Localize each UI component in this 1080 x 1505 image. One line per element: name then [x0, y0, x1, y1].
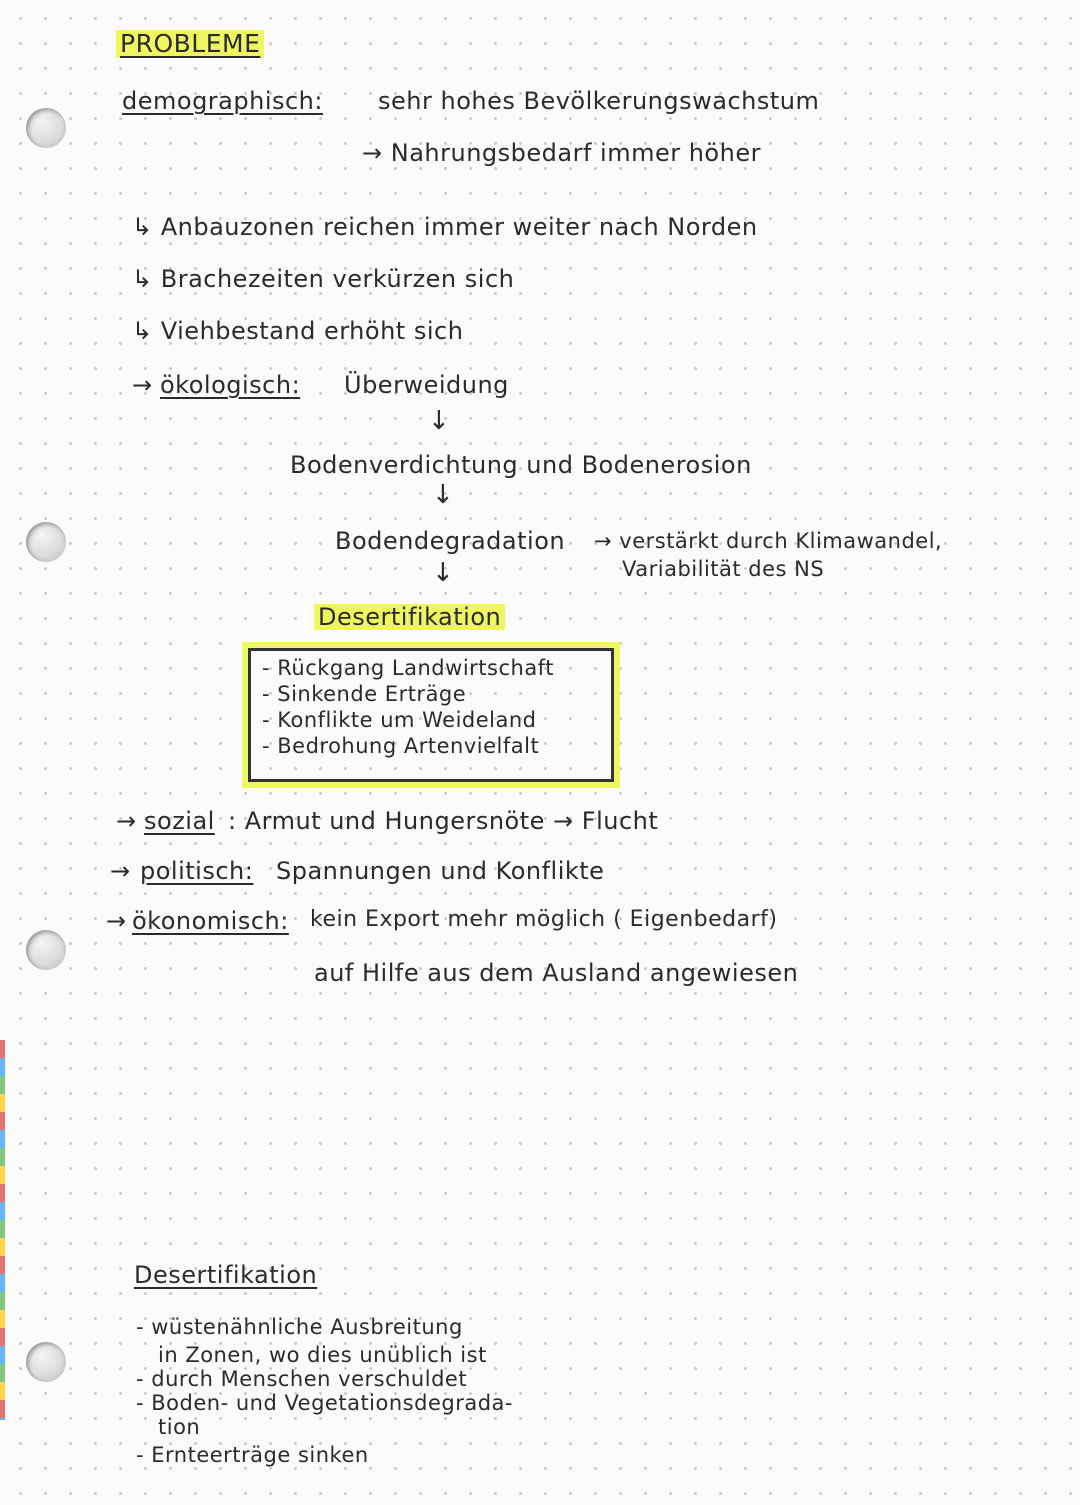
ecological-label: ökologisch: — [160, 371, 301, 399]
page-edge-color-marks — [0, 1040, 5, 1420]
chain-step-2-note-1: → verstärkt durch Klimawandel, — [594, 529, 943, 553]
consequence-item: ↳ Anbauzonen reichen immer weiter nach Norden — [132, 213, 758, 241]
definition-item: - durch Menschen verschuldet — [136, 1367, 468, 1391]
chain-step-2-note-2: Variabilität des NS — [622, 557, 825, 581]
down-arrow-icon: ↓ — [428, 406, 450, 436]
definition-item: - wüstenähnliche Ausbreitung — [136, 1315, 463, 1339]
economic-label: ökonomisch: — [132, 907, 289, 935]
social-label: sozial — [144, 807, 215, 835]
definition-item: - Boden- und Vegetationsdegrada- — [136, 1391, 513, 1415]
punch-hole-3 — [26, 930, 66, 970]
chain-step-1: Bodenverdichtung und Bodenerosion — [290, 451, 752, 479]
ecological-text: Überweidung — [344, 371, 509, 399]
demographic-line-2: → Nahrungsbedarf immer höher — [362, 139, 761, 167]
definition-title: Desertifikation — [134, 1261, 318, 1289]
box-item: - Bedrohung Artenvielfalt — [262, 734, 540, 758]
social-arrow: → — [116, 807, 137, 835]
demographic-line-1: sehr hohes Bevölkerungswachstum — [378, 87, 820, 115]
down-arrow-icon: ↓ — [432, 480, 454, 510]
punch-hole-4 — [26, 1342, 66, 1382]
economic-text-2: auf Hilfe aus dem Ausland angewiesen — [314, 959, 799, 987]
consequence-item: ↳ Viehbestand erhöht sich — [132, 317, 464, 345]
definition-item: tion — [158, 1415, 201, 1439]
social-text: : Armut und Hungersnöte → Flucht — [228, 807, 659, 835]
punch-hole-1 — [26, 108, 66, 148]
chain-step-2: Bodendegradation — [335, 527, 566, 555]
box-item: - Konflikte um Weideland — [262, 708, 537, 732]
ecological-arrow: → — [132, 371, 153, 399]
political-arrow: → — [110, 857, 131, 885]
political-label: politisch: — [140, 857, 254, 885]
box-item: - Rückgang Landwirtschaft — [262, 656, 554, 680]
demographic-label: demographisch: — [122, 87, 323, 115]
consequence-item: ↳ Brachezeiten verkürzen sich — [132, 265, 515, 293]
page-title: PROBLEME — [116, 30, 264, 58]
economic-text: kein Export mehr möglich ( Eigenbedarf) — [310, 907, 778, 932]
definition-item: in Zonen, wo dies unüblich ist — [158, 1343, 487, 1367]
political-text: Spannungen und Konflikte — [276, 857, 605, 885]
economic-arrow: → — [106, 907, 127, 935]
punch-hole-2 — [26, 522, 66, 562]
definition-item: - Ernteerträge sinken — [136, 1443, 369, 1467]
chain-step-3: Desertifikation — [314, 604, 505, 630]
down-arrow-icon: ↓ — [432, 558, 454, 588]
box-item: - Sinkende Erträge — [262, 682, 467, 706]
